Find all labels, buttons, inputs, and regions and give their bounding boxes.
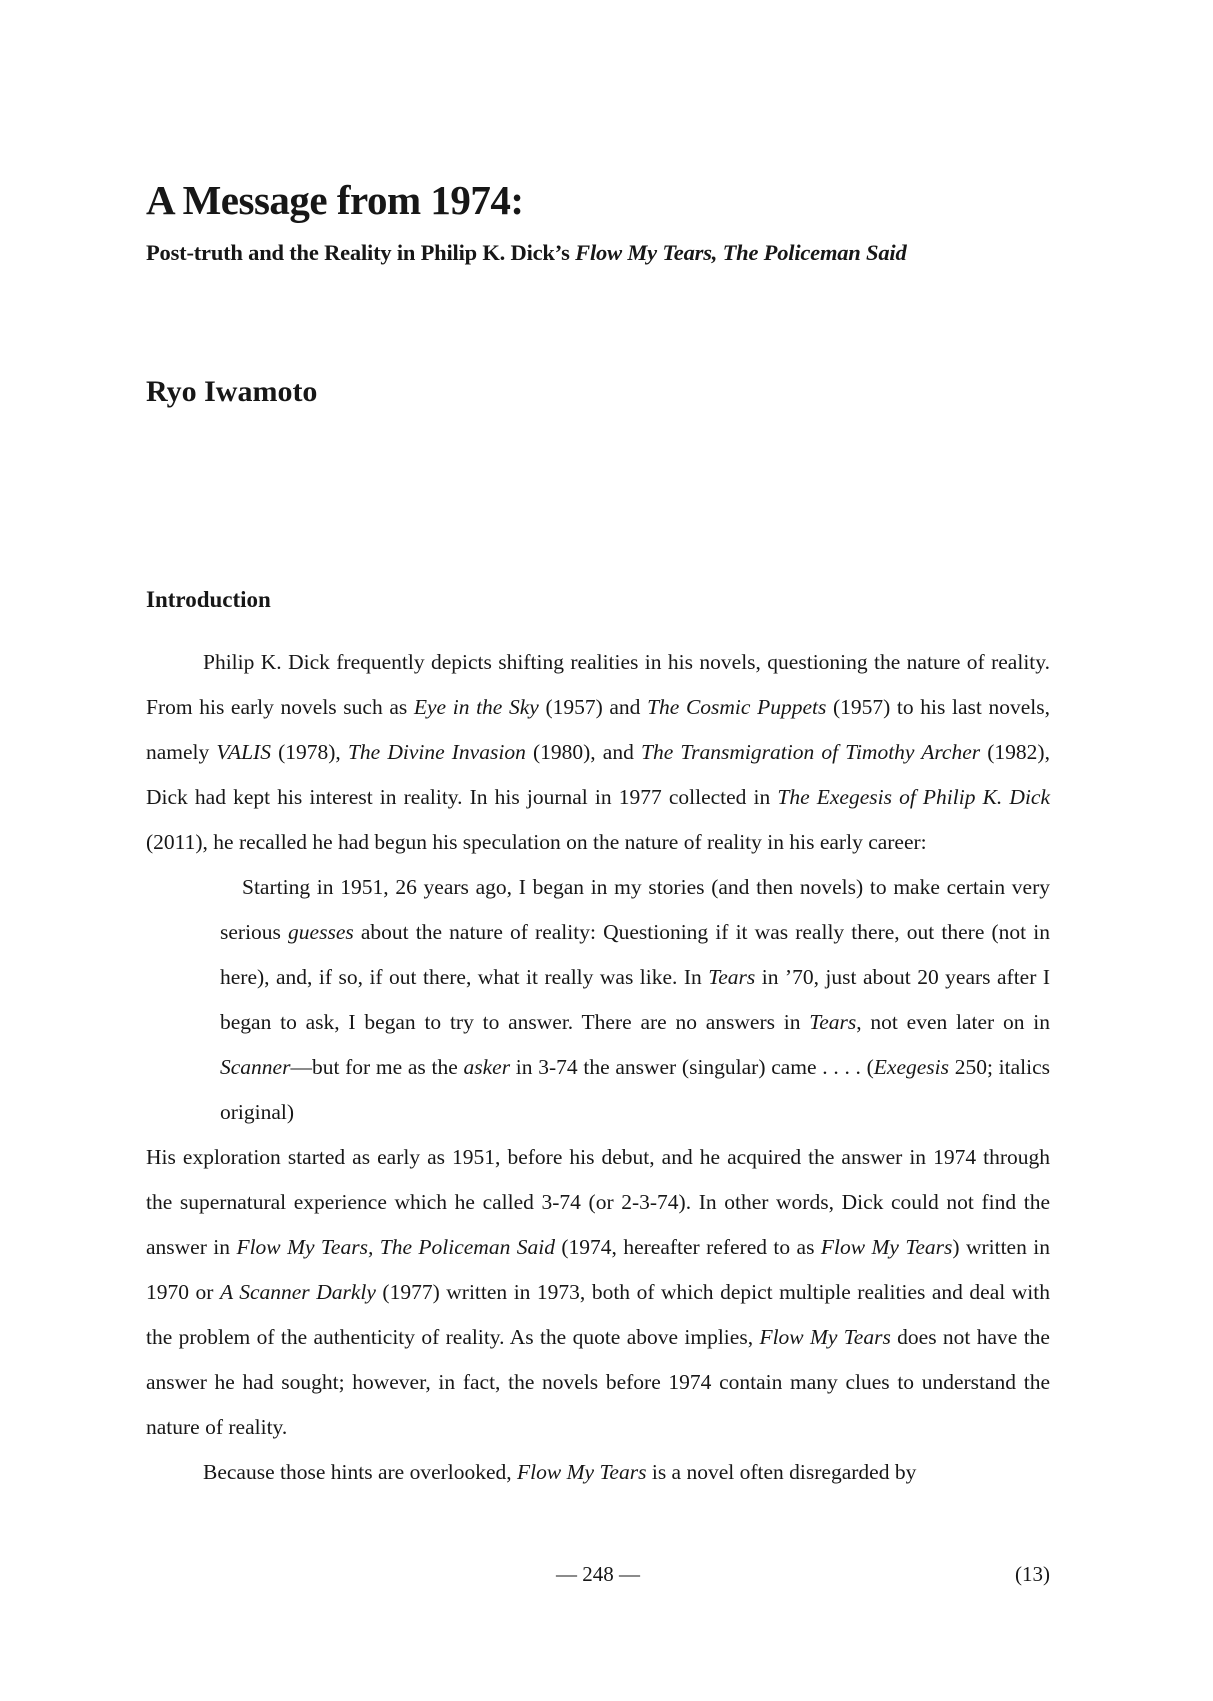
paper-subtitle: Post-truth and the Reality in Philip K. Dick’s Flow My Tears, The Policeman Said bbox=[146, 240, 907, 265]
paper-title: A Message from 1974: bbox=[146, 177, 524, 223]
page-footer bbox=[146, 1562, 1050, 1592]
paragraph-intro-2: His exploration started as early as 1951, before his debut, and he acquired the answer in 1974 through the supernatural experience which he called 3-74 (or 2-3-74). In other words, Dick could not find the answer in Flow My Tears, The Policeman Said (1974, hereafter refered to as Flow My Tears) written in 1970 or A Scanner Darkly (1977) written in 1973, both of which depict multiple realities and deal with the problem of the authenticity of reality. As the quote above implies, Flow My Tears does not have the answer he had sought; however, in fact, the novels before 1974 contain many clues to understand the nature of reality. bbox=[146, 1145, 1050, 1439]
paragraph-intro-3: Because those hints are overlooked, Flow My Tears is a novel often disregarded by bbox=[203, 1460, 917, 1484]
block-quote-exegesis: Starting in 1951, 26 years ago, I began in my stories (and then novels) to make certain very serious guesses about the nature of reality: Questioning if it was really there, out there (not in here), and, if so, if out there, what it really was like. In Tears in ’70, just about 20 years after I began to ask, I began to try to answer. There are no answers in Tears, not even later on in Scanner—but for me as the asker in 3-74 the answer (singular) came . . . . (Exegesis 250; italics original) bbox=[220, 875, 1050, 1124]
page-number: — 248 — bbox=[556, 1562, 640, 1586]
paragraph-intro-1: Philip K. Dick frequently depicts shifting realities in his novels, questioning the nature of reality. From his early novels such as Eye in the Sky (1957) and The Cosmic Puppets (1957) to his last novels, namely VALIS (1978), The Divine Invasion (1980), and The Transmigration of Timothy Archer (1982), Dick had kept his interest in reality. In his journal in 1977 collected in The Exegesis of Philip K. Dick (2011), he recalled he had begun his speculation on the nature of reality in his early career: bbox=[146, 650, 1051, 854]
issue-number: (13) bbox=[1015, 1562, 1050, 1586]
author-name: Ryo Iwamoto bbox=[146, 375, 318, 408]
document-body bbox=[146, 640, 1050, 1495]
section-heading-introduction: Introduction bbox=[146, 587, 271, 612]
